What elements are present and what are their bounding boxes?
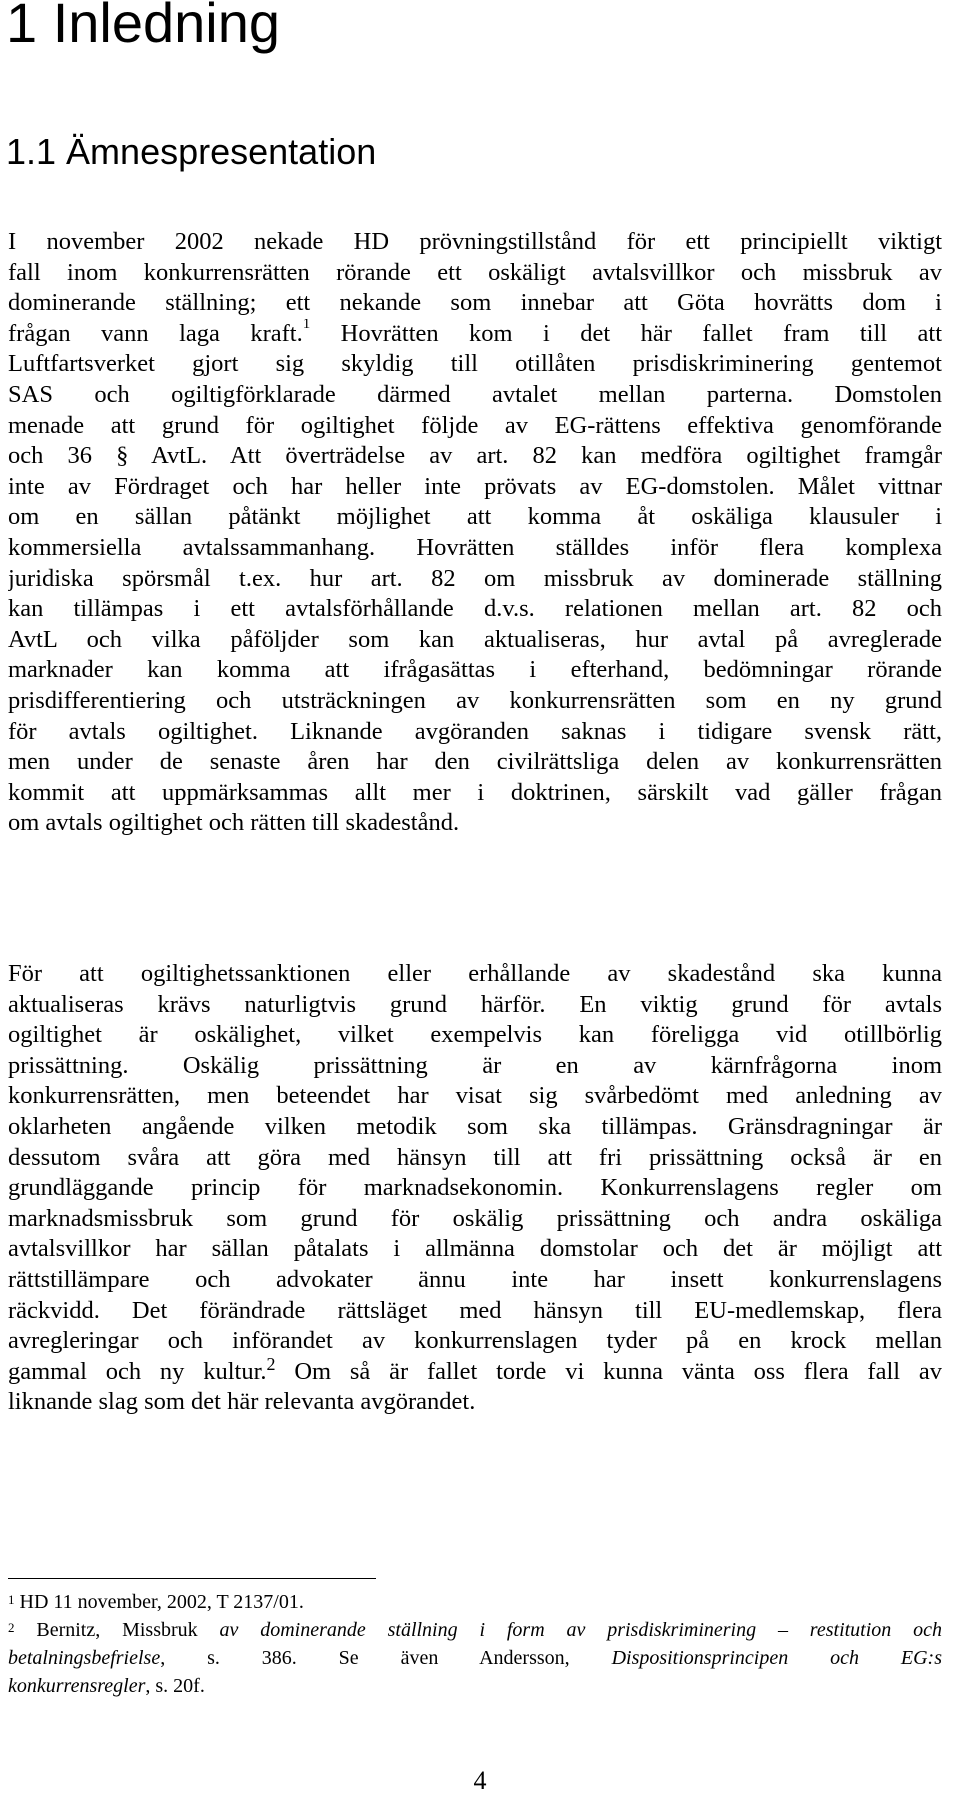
- text-line: AvtL och vilka påföljder som kan aktualiseras, hur avtal på avreglerade: [8, 625, 942, 653]
- text-line: [8, 1357, 942, 1388]
- text-line: oklarheten angående vilken metodik som ska tillämpas. Gränsdragningar är: [8, 1112, 942, 1140]
- text-fragment: Om så är fallet torde vi kunna vänta oss flera fall av: [294, 1357, 942, 1385]
- footnote-text: , s. 20f.: [145, 1675, 205, 1697]
- text-line: rättstillämpare och advokater ännu inte har insett konkurrenslagens: [8, 1265, 942, 1293]
- section-heading: 1.1 Ämnespresentation: [6, 131, 377, 172]
- text-line: prissättning. Oskälig prissättning är en av kärnfrågorna inom: [8, 1051, 942, 1079]
- text-line: liknande slag som det här relevanta avgörandet.: [8, 1388, 476, 1416]
- footnote-separator: [8, 1578, 376, 1579]
- text-line: marknadsmissbruk som grund för oskälig prissättning och andra oskäliga: [8, 1204, 942, 1232]
- text-fragment: AvtL. Att överträdelse av art. 82 kan medföra ogiltighet framgår: [151, 442, 942, 470]
- text-line: inte av Fördraget och har heller inte prövats av EG-domstolen. Målet vittnar: [8, 472, 942, 500]
- text-line: avtalsvillkor har sällan påtalats i allmänna domstolar och det är möjligt att: [8, 1235, 942, 1263]
- text-line: konkurrensrätten, men beteendet har visat sig svårbedömt med anledning av: [8, 1082, 942, 1110]
- text-line: [8, 319, 942, 350]
- footnote-1: [8, 1588, 942, 1616]
- text-line: dessutom svåra att göra med hänsyn till att fri prissättning också är en: [8, 1143, 942, 1171]
- text-fragment: Hovrätten kom i det här fallet fram till att: [340, 319, 942, 347]
- text-fragment: frågan vann laga kraft.: [8, 319, 303, 347]
- text-line: fall inom konkurrensrätten rörande ett oskäligt avtalsvillkor och missbruk av: [8, 258, 942, 286]
- section-sign: §: [116, 442, 129, 470]
- text-line: avregleringar och införandet av konkurrenslagen tyder på en krock mellan: [8, 1327, 942, 1355]
- text-line: dominerande ställning; ett nekande som innebar att Göta hovrätts dom i: [8, 289, 942, 317]
- text-line: kan tillämpas i ett avtalsförhållande d.v.s. relationen mellan art. 82 och: [8, 595, 942, 623]
- text-fragment: och 36: [8, 442, 117, 470]
- text-line: menade att grund för ogiltighet följde av EG-rättens effektiva genomförande: [8, 411, 942, 439]
- page-number: 4: [473, 1766, 487, 1795]
- text-line: för avtals ogiltighet. Liknande avgöranden saknas i tidigare svensk rätt,: [8, 717, 942, 745]
- text-line: juridiska spörsmål t.ex. hur art. 82 om missbruk av dominerade ställning: [8, 564, 942, 592]
- text-line: Luftfartsverket gjort sig skyldig till otillåten prisdiskriminering gentemot: [8, 350, 942, 378]
- text-line: marknader kan komma att ifrågasättas i efterhand, bedömningar rörande: [8, 656, 942, 684]
- footnote-title: Dispositionsprincipen och EG:s: [611, 1647, 942, 1669]
- footnote-ref-1[interactable]: 1: [302, 318, 311, 332]
- footnote-2-line: [8, 1672, 942, 1700]
- text-fragment: gammal och ny kultur.: [8, 1357, 267, 1385]
- text-line: om en sällan påtänkt möjlighet att komma åt oskäliga klausuler i: [8, 503, 942, 531]
- text-line: räckvidd. Det förändrade rättsläget med hänsyn till EU-medlemskap, flera: [8, 1296, 942, 1324]
- text-line: kommersiella avtalssammanhang. Hovrätten ställdes inför flera komplexa: [8, 533, 942, 561]
- text-line: kommit att uppmärksammas allt mer i doktrinen, särskilt vad gäller frågan: [8, 778, 942, 806]
- text-line: aktualiseras krävs naturligtvis grund härför. En viktig grund för avtals: [8, 990, 942, 1018]
- footnote-number: 2: [8, 1620, 15, 1635]
- footnote-text: HD 11 november, 2002, T 2137/01.: [19, 1591, 304, 1613]
- paragraph-2: [8, 959, 942, 1418]
- text-line: men under de senaste åren har den civilrättsliga delen av konkurrensrätten: [8, 748, 942, 776]
- footnotes: [8, 1588, 942, 1700]
- text-line: I november 2002 nekade HD prövningstillstånd för ett principiellt viktigt: [8, 228, 942, 255]
- footnote-title: konkurrensregler: [8, 1675, 146, 1697]
- text-line: [8, 441, 942, 472]
- text-line: ogiltighet är oskälighet, vilket exempelvis kan föreligga vid otillbörlig: [8, 1021, 942, 1049]
- text-line: grundläggande princip för marknadsekonomin. Konkurrenslagens regler om: [8, 1174, 942, 1202]
- footnote-text: Bernitz, Missbruk: [36, 1619, 220, 1641]
- chapter-heading: 1 Inledning: [6, 0, 281, 54]
- footnote-number: 1: [8, 1592, 15, 1607]
- footnote-2-line: [8, 1644, 942, 1672]
- footnote-ref-2[interactable]: 2: [266, 1356, 276, 1374]
- text-line: För att ogiltighetssanktionen eller erhållande av skadestånd ska kunna: [8, 960, 942, 987]
- text-line: SAS och ogiltigförklarade därmed avtalet mellan parterna. Domstolen: [8, 380, 942, 408]
- paragraph-1: [8, 227, 942, 839]
- footnote-2-line: [8, 1616, 942, 1644]
- footnote-text: , s. 386. Se även Andersson,: [160, 1647, 612, 1669]
- text-line: om avtals ogiltighet och rätten till skadestånd.: [8, 809, 460, 837]
- footnote-title: betalningsbefrielse: [8, 1647, 161, 1669]
- text-line: prisdifferentiering och utsträckningen av konkurrensrätten som en ny grund: [8, 686, 942, 714]
- footnote-title: av dominerande ställning i form av prisdiskriminering – restitution och: [219, 1619, 942, 1641]
